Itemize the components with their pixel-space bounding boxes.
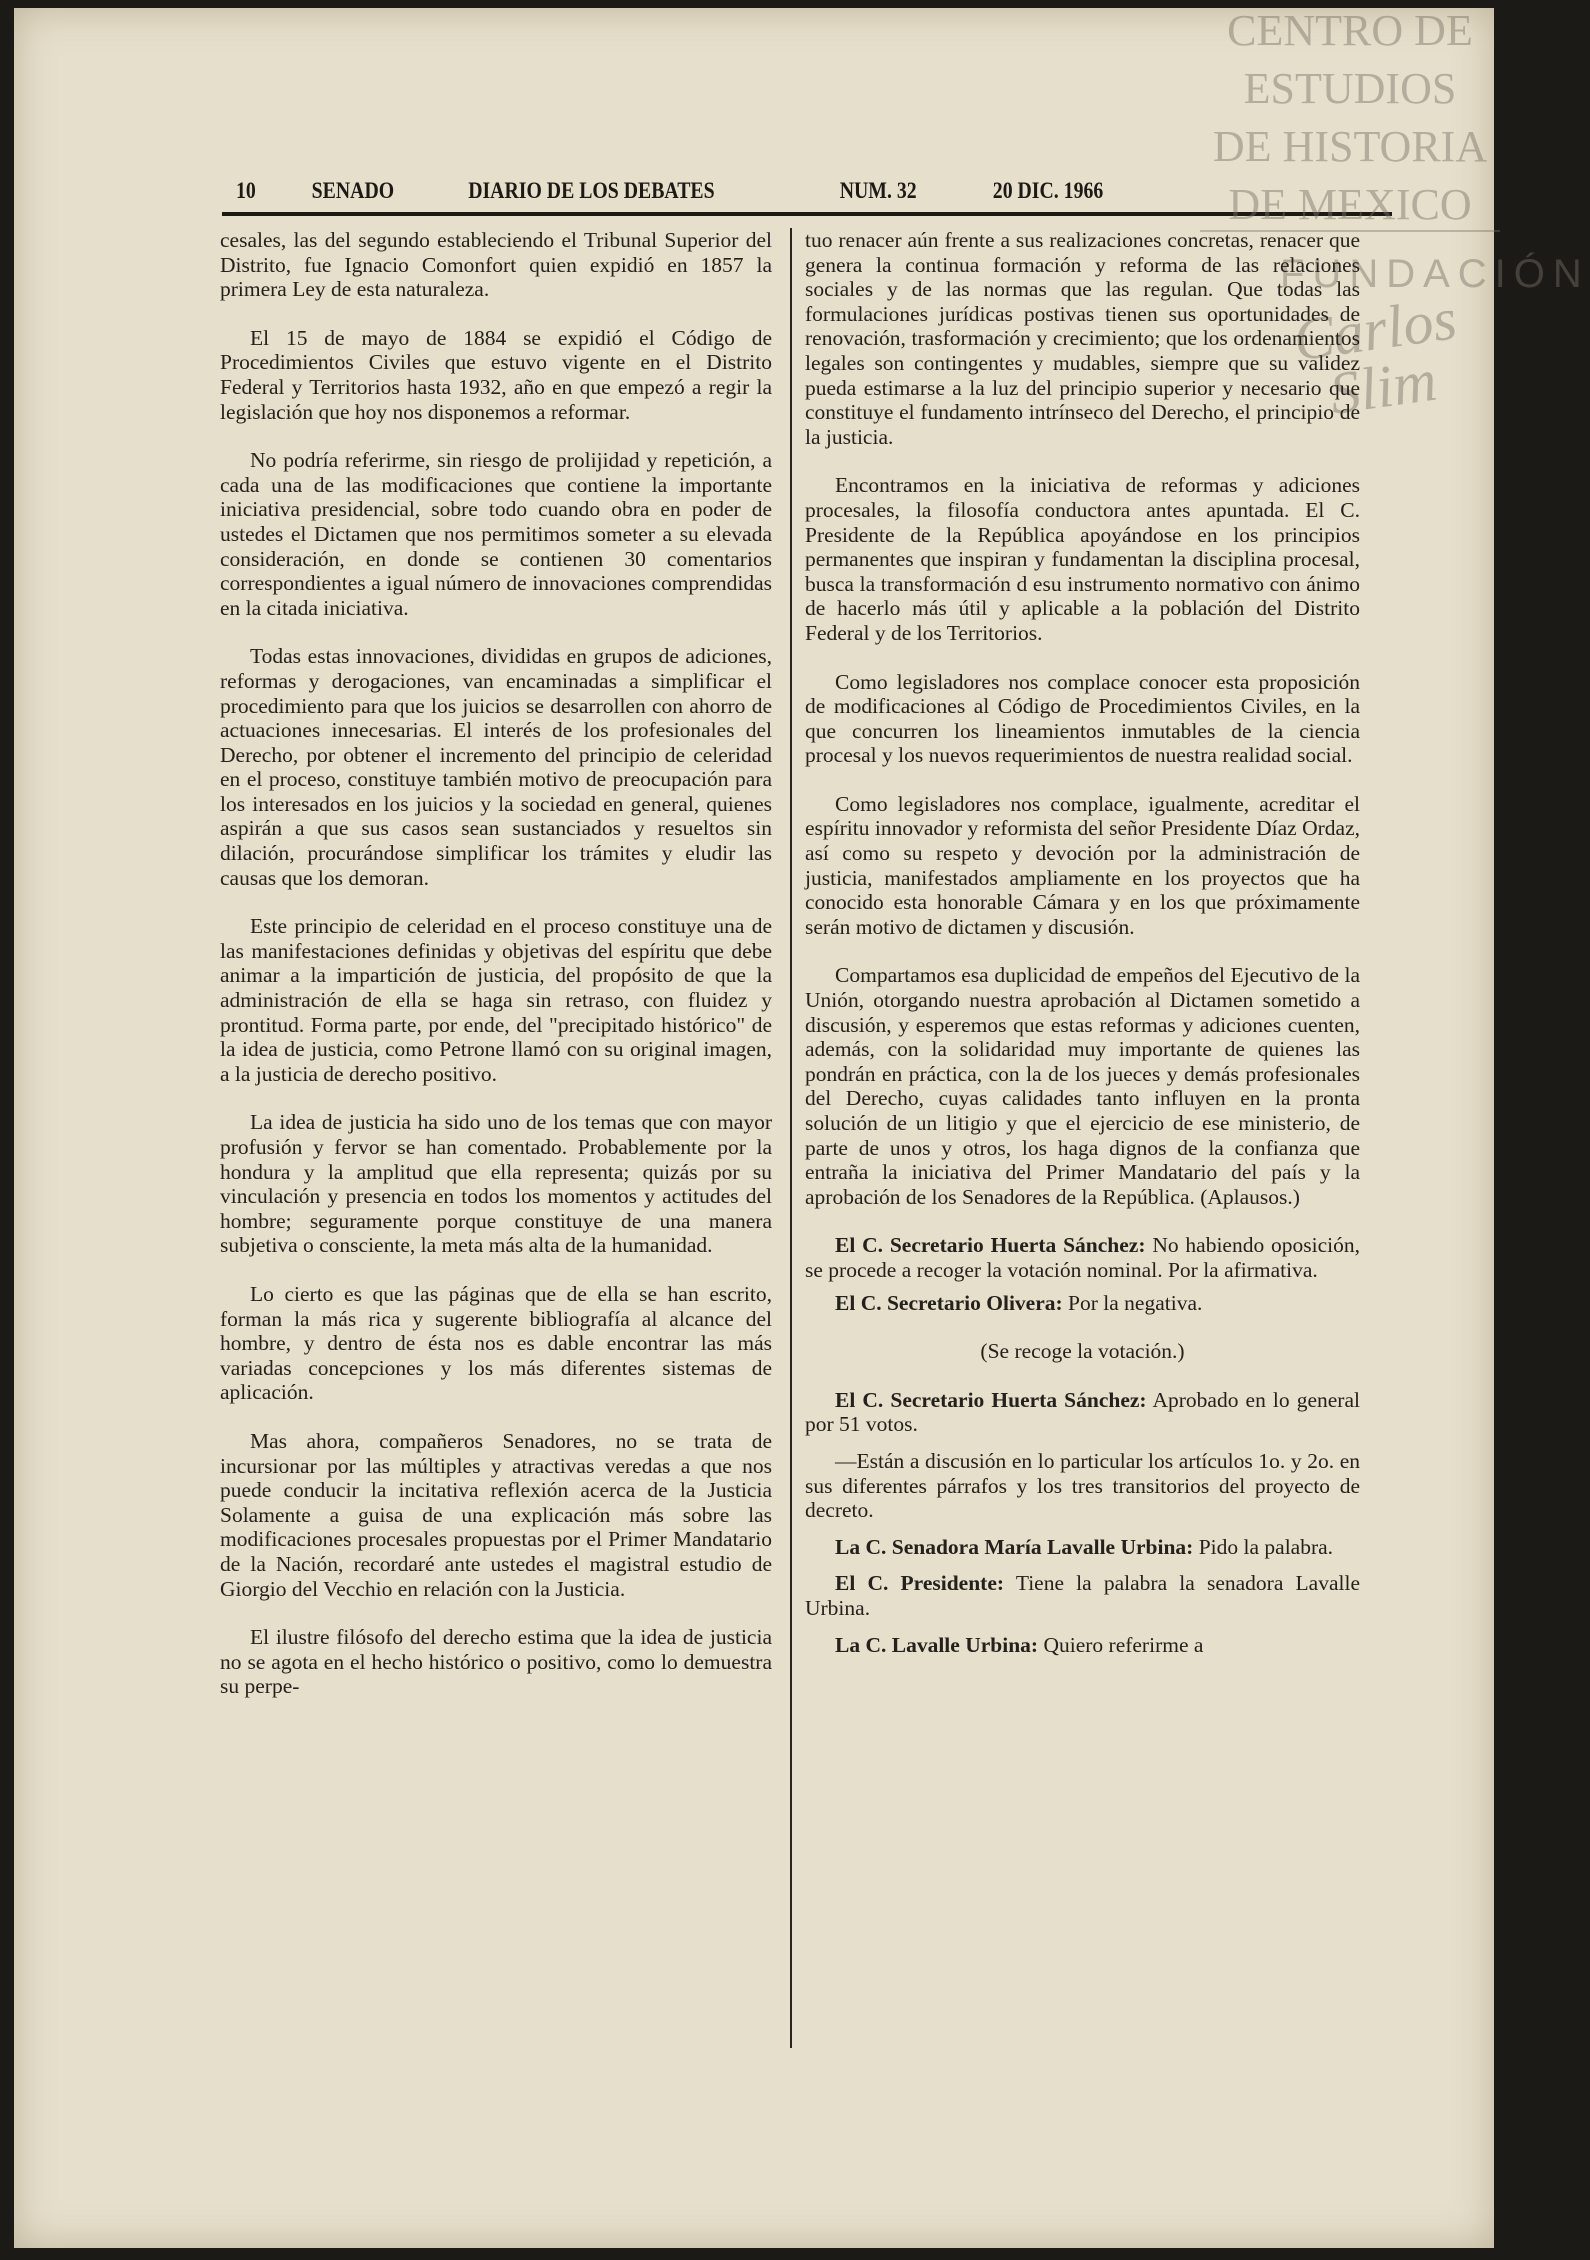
watermark-line: CENTRO DE [1227,6,1473,55]
speech [805,1388,1360,1437]
speech [805,1233,1360,1282]
watermark-line: DE HISTORIA [1212,122,1488,171]
chamber: SENADO [311,178,395,203]
page-number: 10 [236,178,256,203]
paragraph: Todas estas innovaciones, divididas en grupos de adiciones, reformas y derogaciones, van encaminadas a simplificar el procedimiento para que los juicios se desarrollen con ahorro de actuaciones innecesarias. El interés de los profesionales del Derecho, por obtener el incremento del principio de celeridad en el proceso, constituye también motivo de preocupación para los interesados en los juicios y la sociedad en general, quienes aspirán a que sus casos sean sustanciados y resueltos sin dilación, procurándose simplificar los trámites y eludir las causas que los demoran. [220,644,772,890]
watermark [1210,2,1490,234]
speech-text: Quiero referirme a [1043,1632,1204,1657]
speaker: La C. Lavalle Urbina: [835,1632,1039,1657]
speech-text: Tiene la palabra la senadora Lavalle Urbina. [805,1571,1360,1620]
speaker: El C. Presidente: [835,1571,1005,1596]
paragraph: El 15 de mayo de 1884 se expidió el Código de Procedimientos Civiles que estuvo vigente en el Distrito Federal y Territorios hasta 1932, año en que empezó a regir la legislación que hoy nos disponemos a reformar. [220,325,772,424]
speech-text: Por la negativa. [1068,1290,1203,1315]
speaker: El C. Secretario Olivera: [835,1290,1063,1315]
paragraph: El ilustre filósofo del derecho estima que la idea de justicia no se agota en el hecho histórico o positivo, como lo demuestra su perpe- [220,1625,772,1699]
paragraph: cesales, las del segundo estableciendo el Tribunal Superior del Distrito, fue Ignacio Comonfort quien expidió en 1857 la primera Ley de esta naturaleza. [220,228,772,302]
paragraph: Lo cierto es que las páginas que de ella se han escrito, forman la más rica y sugerente bibliografía al alcance del hombre, y dentro de ésta nos es dable encontrar las más variadas concepciones y los más diferentes sistemas de aplicación. [220,1281,772,1405]
stage-direction: (Se recoge la votación.) [980,1339,1185,1364]
page-header [236,178,1216,212]
watermark-signature: Carlos Slim [1289,285,1461,427]
paragraph: Compartamos esa duplicidad de empeños del Ejecutivo de la Unión, otorgando nuestra aprobación al Dictamen sometido a discusión, y esperemos que estas reformas y adiciones cuenten, además, con la solidaridad muy importante de quienes las pondrán en práctica, con la de los jueces y demás profesionales del Derecho, cuyas calidades tanto influyen en la pronta solución de un litigio y que el ejercicio de ese ministerio, de parte de unos y otros, los haga dignos de la confianza que entraña la iniciativa del Primer Mandatario del país y la aprobación de los Senadores de la República. (Aplausos.) [805,963,1360,1209]
paragraph: Encontramos en la iniciativa de reformas y adiciones procesales, la filosofía conductora antes apuntada. El C. Presidente de la República apoyándose en los principios permanentes que inspiran y fundamentan la disciplina procesal, busca la transformación d esu instrumento normativo con ánimo de hacerlo más útil y aplicable a la población del Distrito Federal y de los Territorios. [805,473,1360,645]
left-column [220,228,772,1723]
paragraph: Como legisladores nos complace conocer esta proposición de modificaciones al Código de Procedimientos Civiles, en la que concurren los lineamientos inmutables de la ciencia procesal y los nuevos requerimientos de nuestra realidad social. [805,669,1360,768]
speaker: El C. Secretario Huerta Sánchez: [835,1233,1146,1258]
speaker: La C. Senadora María Lavalle Urbina: [835,1534,1194,1559]
speech-text: Pido la palabra. [1198,1534,1334,1559]
right-column [805,228,1360,1681]
publication-title: DIARIO DE LOS DEBATES [468,178,715,203]
speech [805,1291,1360,1316]
paragraph: tuo renacer aún frente a sus realizaciones concretas, renacer que genera la continua formación y reforma de las relaciones sociales y de las normas que las regulan. Que todas las formulaciones jurídicas postivas tienen sus oportunidades de renovación, trasformación y crecimiento; que los ordenamientos legales son contingentes y mudables, siempre que su validez pueda estimarse a la luz del principio superior y necesario que constituye el fundamento intrínseco del Derecho, el principio de la justicia. [805,228,1360,449]
speech [805,1535,1360,1560]
column-divider [790,228,792,2048]
paragraph: No podría referirme, sin riesgo de prolijidad y repetición, a cada una de las modificaciones que contiene la importante iniciativa presidencial, sobre todo cuando obra en poder de ustedes el Dictamen que nos permitimos someter a su elevada consideración, en donde se contienen 30 comentarios correspondientes a igual número de innovaciones comprendidas en la citada iniciativa. [220,448,772,620]
watermark-fundacion: FUNDACIÓN [1280,252,1590,296]
speaker: El C. Secretario Huerta Sánchez: [835,1387,1147,1412]
speech [805,1633,1360,1658]
paragraph: La idea de justicia ha sido uno de los temas que con mayor profusión y fervor se han comentado. Probablemente por la hondura y la amplitud que ella representa; quizás por su vinculación y presencia en todos los momentos y actitudes del hombre; seguramente porque constituye de una manera subjetiva o consciente, la meta más alta de la humanidad. [220,1110,772,1258]
procedural-note: —Están a discusión en lo particular los artículos 1o. y 2o. en sus diferentes párrafos y los tres transitorios del proyecto de decreto. [805,1448,1360,1523]
paragraph: Como legisladores nos complace, igualmente, acreditar el espíritu innovador y reformista del señor Presidente Díaz Ordaz, así como su respeto y devoción por la administración de justicia, manifestados ampliamente en los proyectos que ha conocido esta honorable Cámara y en los que próximamente serán motivo de dictamen y discusión. [805,791,1360,939]
paragraph: Mas ahora, compañeros Senadores, no se trata de incursionar por las múltiples y atractivas veredas a que nos puede conducir la incitativa reflexión acerca de la Justicia Solamente a guisa de una explicación más sobre las modificaciones procesales propuestas por el Primer Mandatario de la Nación, recordaré ante ustedes el magistral estudio de Giorgio del Vecchio en relación con la Justicia. [220,1428,772,1601]
issue-number: NUM. 32 [839,178,917,203]
watermark-line: ESTUDIOS [1243,64,1457,113]
issue-date: 20 DIC. 1966 [992,178,1104,203]
speech-text: Aprobado en lo general por 51 votos. [805,1387,1360,1437]
paragraph: Este principio de celeridad en el proceso constituye una de las manifestaciones definidas y objetivas del espíritu que debe animar a la impartición de justicia, del propósito de que la administración de ella se haga sin retraso, con fluidez y prontitud. Forma parte, por ende, del "precipitado histórico" de la idea de justicia, como Petrone llamó con su original imagen, a la justicia de derecho positivo. [220,914,772,1086]
speech [805,1571,1360,1620]
speech-text: No habiendo oposición, se procede a recoger la votación nominal. Por la afirmativa. [805,1233,1361,1282]
watermark-line: DE MEXICO [1228,180,1472,229]
